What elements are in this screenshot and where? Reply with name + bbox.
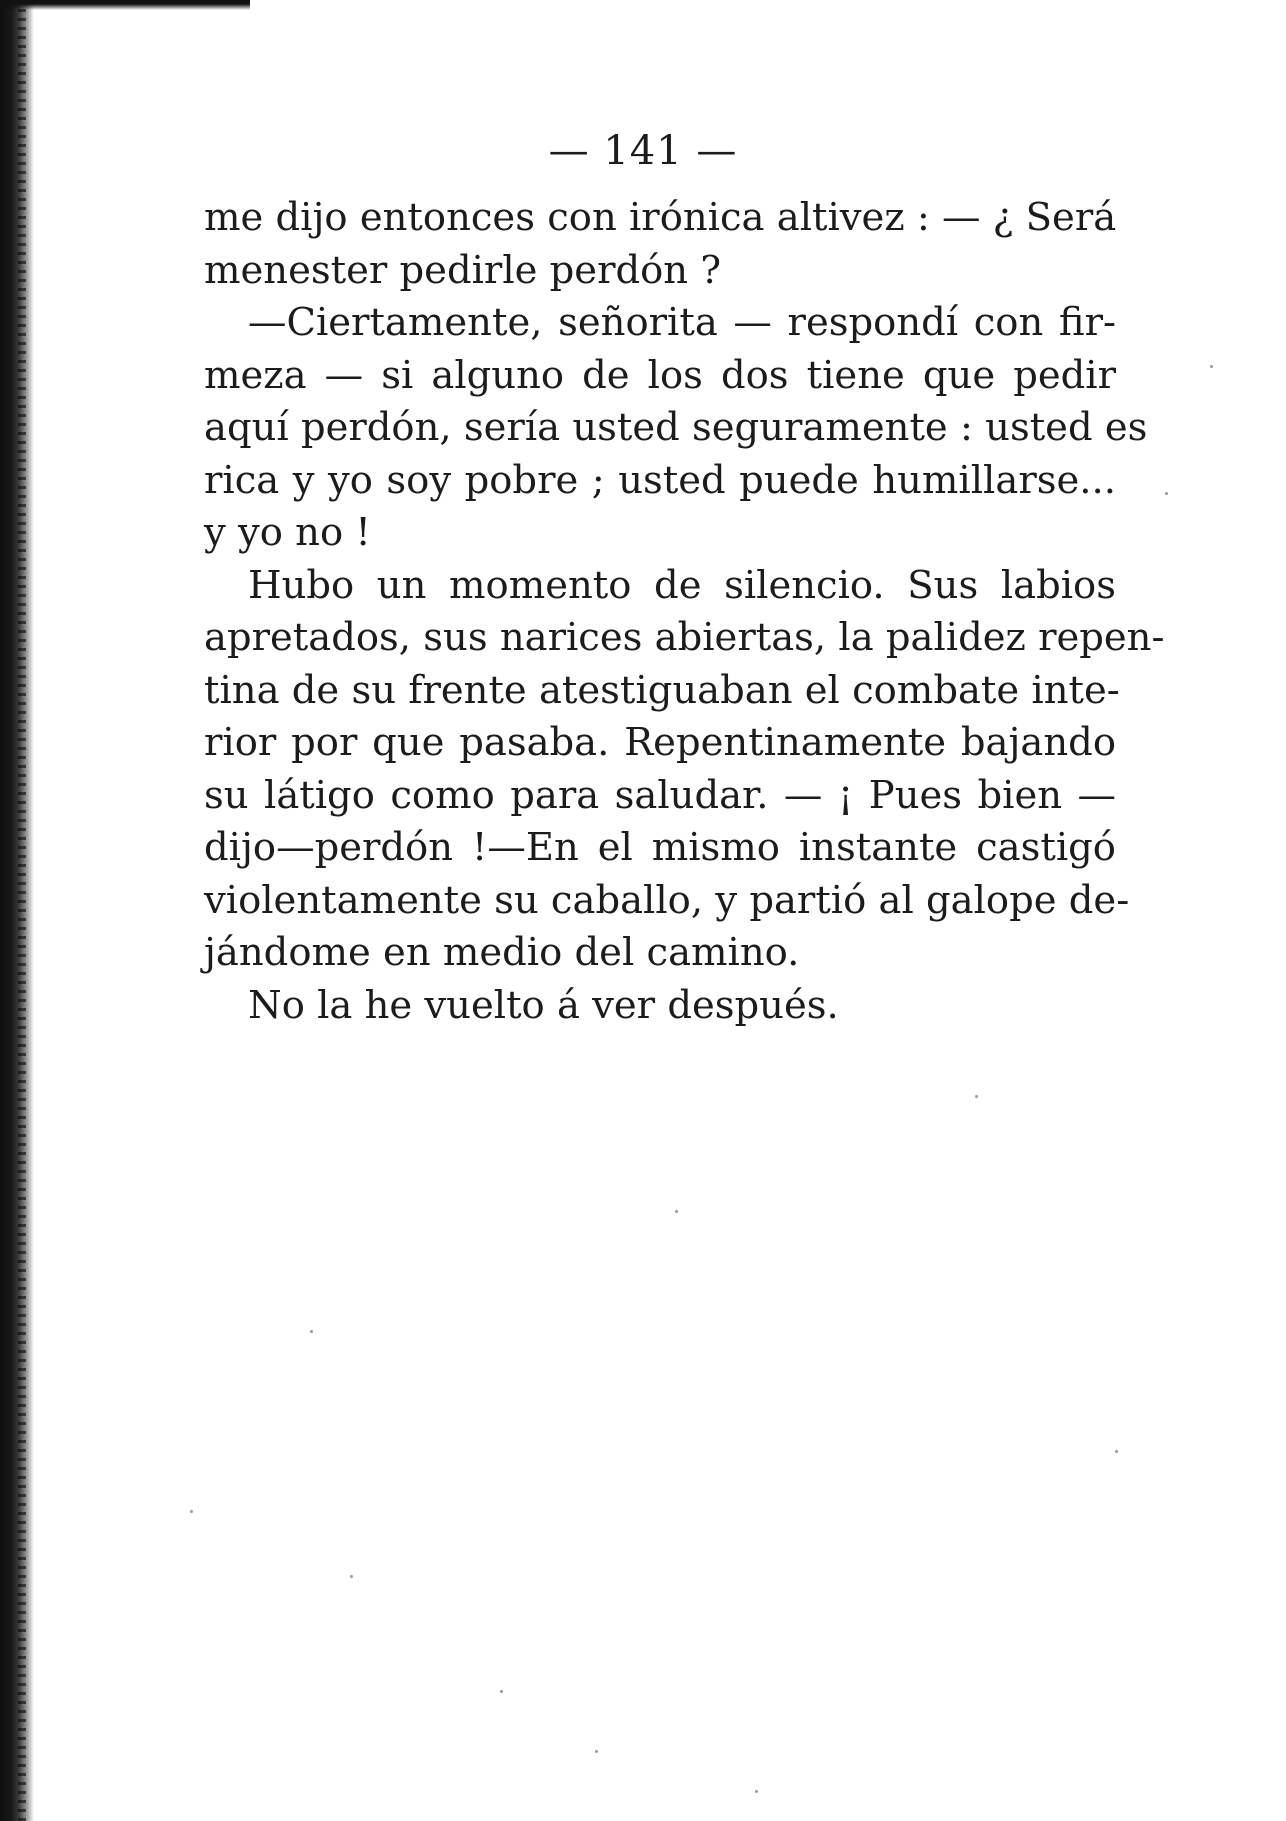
scan-speck xyxy=(1210,365,1213,368)
text-line: rica y yo soy pobre ; usted puede humillarse... xyxy=(204,457,1116,503)
text-line: No la he vuelto á ver después. xyxy=(248,982,839,1028)
text-line: Hubo un momento de silencio. Sus labios xyxy=(248,562,1116,608)
text-line: tina de su frente atestiguaban el combate inte- xyxy=(204,667,1120,713)
text-line: aquí perdón, sería usted seguramente : usted es xyxy=(204,405,1148,450)
scan-speck xyxy=(675,1210,678,1213)
text-line: violentamente su caballo, y partió al galope de- xyxy=(204,877,1130,923)
scan-speck xyxy=(975,1095,978,1098)
scan-speck xyxy=(310,1330,313,1333)
text-line: jándome en medio del camino. xyxy=(204,930,800,975)
scan-speck xyxy=(595,1750,598,1753)
scan-speck xyxy=(1115,1450,1118,1453)
body-text xyxy=(204,192,1165,1032)
text-line: menester pedirle perdón ? xyxy=(204,247,721,293)
scan-speck xyxy=(500,1690,503,1693)
scan-speck xyxy=(190,1510,193,1513)
binding-shadow xyxy=(0,0,34,1821)
text-line: su látigo como para saludar. — ¡ Pues bien — xyxy=(204,772,1116,818)
text-line: rior por que pasaba. Repentinamente bajando xyxy=(204,720,1116,765)
scan-speck xyxy=(350,1575,353,1578)
text-line: y yo no ! xyxy=(204,510,371,555)
text-line: me dijo entonces con irónica altivez : — ¿ Será xyxy=(204,195,1117,240)
text-line: —Ciertamente, señorita — respondí con fir- xyxy=(248,300,1116,345)
page-number: — 141 — xyxy=(548,128,738,174)
text-line: apretados, sus narices abiertas, la palidez repen- xyxy=(204,615,1165,660)
scan-speck xyxy=(755,1790,758,1793)
top-edge-mark xyxy=(0,0,250,10)
text-line: meza — si alguno de los dos tiene que pedir xyxy=(204,352,1116,398)
scan-speck xyxy=(1165,492,1168,495)
text-line: dijo—perdón !—En el mismo instante castigó xyxy=(204,825,1116,870)
